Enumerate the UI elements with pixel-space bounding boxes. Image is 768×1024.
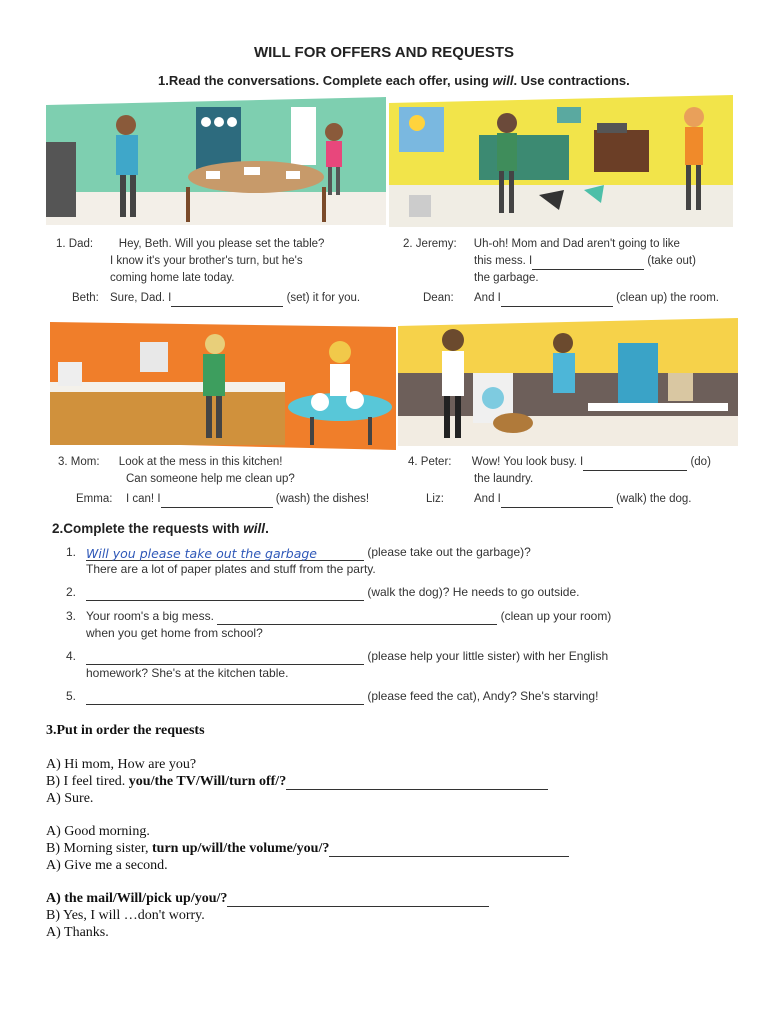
item-number: 5.	[66, 689, 77, 703]
reply-cue: (clean up) the room.	[616, 292, 719, 304]
dialog-line: A) Hi mom, How are you?	[46, 757, 197, 772]
request-cue: (please feed the cat), Andy? She's starving!	[367, 689, 599, 703]
instruction-text: 1.Read the conversations. Complete each offer, using	[158, 73, 493, 88]
request-item-4	[66, 648, 608, 682]
answer-blank[interactable]	[532, 257, 644, 270]
request-cue: (clean up your room)	[500, 609, 612, 623]
speaker-beth: Beth:	[72, 292, 99, 304]
request-item-3	[66, 608, 611, 642]
dialog-line: A) Thanks.	[46, 925, 109, 940]
handwritten-answer: Will you please take out the garbage	[86, 546, 317, 561]
answer-line[interactable]	[86, 588, 364, 601]
item-number: 1.	[56, 238, 66, 250]
request-line: homework? She's at the kitchen table.	[86, 666, 289, 680]
worksheet-title: WILL FOR OFFERS AND REQUESTS	[253, 44, 514, 61]
reply-cue: (set) it for you.	[286, 292, 361, 304]
item-number: 4.	[408, 456, 418, 468]
answer-blank[interactable]	[501, 495, 613, 508]
item-number: 1.	[66, 545, 77, 559]
dialog-line: I know it's your brother's turn, but he's	[110, 255, 303, 267]
answer-line[interactable]	[86, 545, 364, 561]
dialog-cue: (do)	[690, 456, 711, 468]
request-item-1	[66, 544, 531, 578]
item-number: 3.	[66, 609, 77, 623]
conversation-3	[58, 454, 398, 508]
dialog-line: this mess. I	[474, 255, 533, 267]
answer-line[interactable]	[227, 892, 489, 907]
dialog-line: Hey, Beth. Will you please set the table?	[118, 238, 325, 250]
answer-blank[interactable]	[583, 458, 687, 471]
speaker-peter: Peter:	[420, 456, 452, 468]
scrambled-request: turn up/will/the volume/you/?	[152, 841, 330, 856]
answer-blank[interactable]	[501, 294, 613, 307]
instruction-emphasis: will	[492, 73, 514, 88]
reply-text: And I	[474, 493, 501, 505]
answer-blank[interactable]	[161, 495, 273, 508]
dialog-line: Look at the mess in this kitchen!	[118, 456, 283, 468]
dialog-line: B) Morning sister,	[46, 841, 152, 856]
item-number: 4.	[66, 649, 77, 663]
section2-heading	[52, 521, 269, 536]
instruction-text-end: . Use contractions.	[513, 73, 630, 88]
reply-text: Sure, Dad. I	[110, 292, 172, 304]
answer-line[interactable]	[86, 652, 364, 665]
dialog-line: A) Good morning.	[46, 824, 150, 839]
request-line: There are a lot of paper plates and stuff from the party.	[86, 562, 376, 576]
dialog-line: coming home late today.	[110, 272, 235, 284]
item-number: 2.	[403, 238, 413, 250]
dialog-line: A) Give me a second.	[46, 858, 168, 873]
reply-cue: (wash) the dishes!	[275, 493, 370, 505]
dialog-cue: (take out)	[647, 255, 696, 267]
dialog-block-1	[46, 756, 548, 807]
dialog-line: A) Sure.	[46, 791, 94, 806]
reply-cue: (walk) the dog.	[616, 493, 692, 505]
dialog-line: Can someone help me clean up?	[126, 473, 295, 485]
scrambled-request: you/the TV/Will/turn off/?	[128, 774, 287, 789]
request-item-5	[66, 688, 598, 705]
dialog-line: the laundry.	[474, 473, 534, 485]
speaker-dean: Dean:	[423, 292, 454, 304]
dialog-line: Wow! You look busy. I	[471, 456, 584, 468]
request-cue: (please help your little sister) with her English	[367, 649, 609, 663]
answer-line[interactable]	[86, 692, 364, 705]
answer-line[interactable]	[329, 842, 569, 857]
request-cue: (walk the dog)? He needs to go outside.	[367, 585, 580, 599]
request-line: when you get home from school?	[86, 626, 263, 640]
speaker-mom: Mom:	[70, 456, 100, 468]
speaker-emma: Emma:	[76, 493, 113, 505]
illustration-jeremy-dean-room	[389, 95, 733, 227]
heading-text-end: .	[265, 521, 269, 536]
dialog-block-2	[46, 823, 569, 874]
heading-text: 2.Complete the requests with	[52, 521, 244, 536]
answer-line[interactable]	[217, 612, 497, 625]
item-number: 2.	[66, 585, 77, 599]
speaker-liz: Liz:	[426, 493, 444, 505]
dialog-line: B) I feel tired.	[46, 774, 129, 789]
item-number: 3.	[58, 456, 68, 468]
speaker-dad: Dad:	[68, 238, 94, 250]
reply-text: I can! I	[126, 493, 161, 505]
speaker-jeremy: Jeremy:	[415, 238, 457, 250]
reply-text: And I	[474, 292, 501, 304]
dialog-line: the garbage.	[474, 272, 539, 284]
heading-emphasis: will	[243, 521, 266, 536]
illustration-dad-beth-kitchen	[46, 97, 386, 225]
request-cue: (please take out the garbage)?	[367, 545, 531, 559]
section3-heading: 3.Put in order the requests	[46, 723, 205, 738]
conversation-2	[403, 236, 743, 307]
section1-instruction	[158, 73, 630, 88]
dialog-block-3	[46, 890, 489, 941]
illustration-mom-emma-kitchen	[50, 322, 396, 450]
request-prefix: Your room's a big mess.	[86, 609, 214, 623]
answer-line[interactable]	[286, 775, 548, 790]
answer-blank[interactable]	[171, 294, 283, 307]
dialog-line: B) Yes, I will …don't worry.	[46, 908, 205, 923]
scrambled-request: A) the mail/Will/pick up/you/?	[46, 891, 228, 906]
illustration-peter-liz-laundry	[398, 318, 738, 446]
dialog-line: Uh-oh! Mom and Dad aren't going to like	[473, 238, 680, 250]
request-item-2	[66, 584, 579, 601]
conversation-1	[56, 236, 386, 307]
conversation-4	[408, 454, 748, 508]
